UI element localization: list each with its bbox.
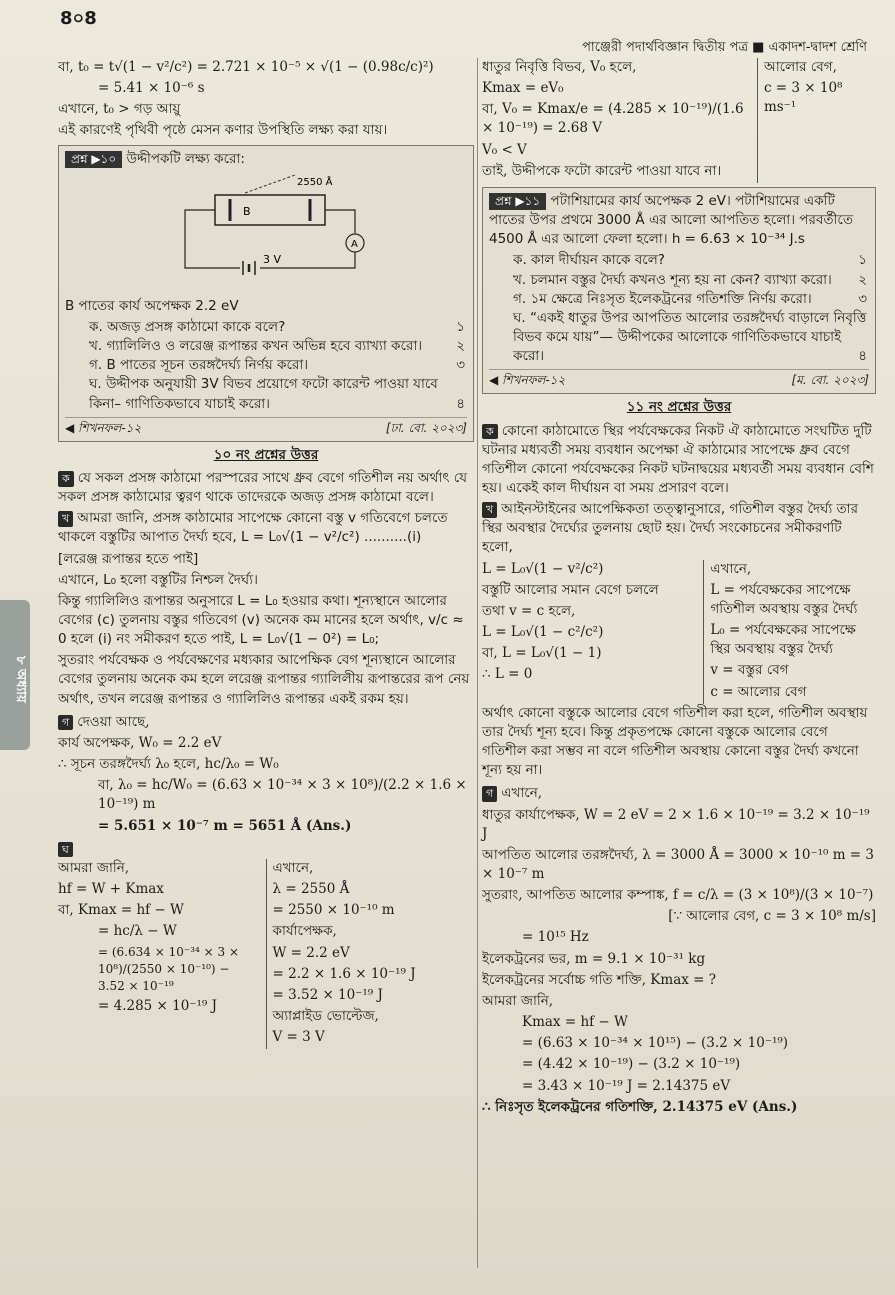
answer-line: [∵ আলোর বেগ, c = 3 × 10⁸ m/s] — [668, 908, 876, 925]
answer-line: এখানে, L₀ হলো বস্তুটির নিশ্চল দৈর্ঘ্য। — [58, 571, 258, 588]
answer-line: আমরা জানি, — [482, 992, 554, 1009]
item-label: খ. — [89, 338, 103, 355]
answer-line: V₀ < V — [482, 141, 527, 158]
continuation-right — [757, 58, 876, 183]
kha-tag: খ — [482, 502, 497, 518]
answer-line: বা, Kmax = hf − W — [58, 902, 184, 919]
item-mark: ২ — [858, 271, 867, 288]
gha-left — [58, 859, 260, 1049]
wire-left — [185, 210, 240, 268]
question-10-prompt: উদ্দীপকটি লক্ষ্য করো: — [126, 150, 245, 167]
wire-right-top — [325, 210, 355, 233]
answer-line: তাই, উদ্দীপকে ফটো কারেন্ট পাওয়া যাবে না। — [482, 162, 722, 179]
question-10-info: B পাতের কার্য অপেক্ষক 2.2 eV — [65, 297, 239, 314]
question-11-prompt: পটাশিয়ামের কার্য অপেক্ষক 2 eV। পটাশিয়ামের একটি পাতের উপর প্রথমে 3000 Å এর আলো আপতিত হলো। পরবর্তীতে 4500 Å এর আলো ফেলা হলো। h = 6.63 × 10⁻³⁴ J.s — [489, 192, 853, 248]
answer-line: = 3.43 × 10⁻¹⁹ J = 2.14375 eV — [522, 1077, 731, 1094]
page-header — [0, 0, 895, 38]
item-mark: ৪ — [858, 348, 867, 365]
ka-tag: ক — [482, 424, 498, 440]
intro-line: এখানে, t₀ > গড় আয়ু — [58, 101, 181, 118]
chapter-number: ৮ — [13, 655, 28, 665]
answer-line: ধাতুর নিবৃত্তি বিভব, V₀ হলে, — [482, 59, 637, 75]
answer-line: বা, L = L₀√(1 − 1) — [482, 645, 602, 662]
item-text: গ্যালিলিও ও লরেঞ্জ রূপান্তর কখন অভিন্ন হবে ব্যাখ্যা করো। — [106, 338, 423, 355]
answer-line: = 5.651 × 10⁻⁷ m = 5651 Å (Ans.) — [98, 817, 352, 834]
column-divider — [477, 58, 478, 1268]
question-11-item — [489, 271, 869, 290]
question-10-box — [58, 145, 474, 442]
ammeter-label: A — [351, 238, 358, 250]
answer-line: কার্যাপেক্ষক, — [272, 923, 337, 940]
item-mark: ৪ — [456, 395, 465, 412]
intro-line: = 5.41 × 10⁻⁶ s — [98, 80, 205, 97]
wavelength-label: 2550 Å — [297, 176, 333, 188]
answer-line: এখানে, — [501, 785, 543, 802]
question-11-item — [489, 251, 869, 270]
answer-ga — [482, 784, 876, 1117]
item-text: “একই ধাতুর উপর আপতিত আলোর তরঙ্গদৈর্ঘ্য বাড়ালে নিবৃত্তি বিভব কমে যায়”— উদ্দীপকের আলোকে গাণিতিকভাবে যাচাই করো। — [513, 309, 867, 365]
ga-tag: গ — [482, 786, 497, 802]
answer-line: সুতরাং, আপতিত আলোর কম্পাঙ্ক, f = c/λ = (3 × 10⁸)/(3 × 10⁻⁷) — [482, 887, 874, 904]
answer-text: আমরা জানি, প্রসঙ্গ কাঠামোর সাপেক্ষে কোনো বস্তু v গতিবেগে চলতে থাকলে বস্তুটির আপাত দৈর্ঘ্য হবে, L = L₀√(1 − v²/c²) ..........(i) — [58, 510, 448, 546]
item-label: ঘ. — [513, 309, 526, 326]
item-text: B পাতের সূচন তরঙ্গদৈর্ঘ্য নির্ণয় করো। — [106, 357, 309, 374]
answer-line: ∴ নিঃসৃত ইলেকট্রনের গতিশক্তি, 2.14375 eV (Ans.) — [482, 1098, 798, 1115]
answer-line: কার্য অপেক্ষক, W₀ = 2.2 eV — [58, 734, 222, 751]
answer-line: Kmax = hf − W — [522, 1014, 628, 1031]
question-10-item — [65, 356, 467, 375]
left-column — [58, 58, 474, 1049]
gha-right — [266, 859, 475, 1049]
kha-columns — [482, 560, 876, 704]
kha-left — [482, 560, 697, 704]
answer-ga — [58, 713, 474, 836]
question-10-footer — [65, 417, 467, 437]
answer-line: ইলেকট্রনের ভর, m = 9.1 × 10⁻³¹ kg — [482, 950, 706, 967]
question-11-footer — [489, 369, 869, 389]
intro-block — [58, 58, 474, 141]
item-label: গ. — [513, 290, 527, 307]
answer-line: L = L₀√(1 − v²/c²) — [482, 560, 604, 577]
answer-line: W = 2.2 eV — [272, 944, 350, 961]
answer-line: বা, λ₀ = hc/W₀ = (6.63 × 10⁻³⁴ × 3 × 10⁸)/(2.2 × 1.6 × 10⁻¹⁹) m — [98, 777, 467, 813]
board-reference: [ঢা. বো. ২০২৩] — [385, 420, 467, 435]
continuation-left — [482, 58, 751, 183]
question-11-tag: প্রশ্ন ▶১১ — [489, 193, 546, 210]
intro-line: বা, t₀ = t√(1 − v²/c²) = 2.721 × 10⁻⁵ × √(1 − (0.98c/c)²) — [58, 59, 434, 75]
answer-line: ∴ L = 0 — [482, 666, 533, 683]
light-ray — [245, 175, 295, 193]
question-11-item — [489, 290, 869, 309]
item-text: উদ্দীপক অনুযায়ী 3V বিভব প্রয়োগে ফটো কারেন্ট পাওয়া যাবে কিনা– গাণিতিকভাবে যাচাই করো। — [89, 376, 438, 412]
item-label: খ. — [513, 271, 527, 288]
item-mark: ৩ — [456, 357, 465, 374]
answer-11-title: ১১ নং প্রশ্নের উত্তর — [626, 399, 732, 416]
answer-text: যে সকল প্রসঙ্গ কাঠামো পরস্পরের সাথে ধ্রুব বেগে গতিশীল নয় অর্থাৎ যে সকল প্রসঙ্গ কাঠামোর ত্বরণ থাকে তাদেরকে অজড় প্রসঙ্গ কাঠামো বলে। — [58, 469, 468, 506]
battery-label: 3 V — [263, 252, 282, 266]
answer-line: v = বস্তুর বেগ — [710, 662, 789, 679]
answer-line: = 2550 × 10⁻¹⁰ m — [272, 902, 395, 919]
question-11-item — [489, 309, 869, 366]
question-10-tag: প্রশ্ন ▶১০ — [65, 151, 122, 168]
item-mark: ১ — [456, 318, 465, 335]
item-mark: ৩ — [858, 290, 867, 307]
answer-line: দেওয়া আছে, — [77, 713, 150, 730]
answer-line: = (4.42 × 10⁻¹⁹) − (3.2 × 10⁻¹⁹) — [522, 1056, 741, 1073]
learning-outcome: ◀ শিখনফল-১২ — [489, 373, 566, 388]
kha-right — [703, 560, 876, 704]
answer-line: L₀ = পর্যবেক্ষকের সাপেক্ষে স্থির অবস্থায় বস্তুর দৈর্ঘ্য — [710, 622, 856, 658]
answer-line: V = 3 V — [272, 1029, 325, 1046]
item-text: ১ম ক্ষেত্রে নিঃসৃত ইলেকট্রনের গতিশক্তি নির্ণয় করো। — [530, 290, 812, 307]
question-10-item — [65, 318, 467, 337]
continuation-block — [482, 58, 876, 183]
answer-line: = 4.285 × 10⁻¹⁹ J — [98, 997, 217, 1014]
plate-label: B — [243, 204, 251, 218]
answer-line: = 3.52 × 10⁻¹⁹ J — [272, 986, 383, 1003]
question-10-item — [65, 337, 467, 356]
answer-line: বা, V₀ = Kmax/e = (4.285 × 10⁻¹⁹)/(1.6 × 10⁻¹⁹) = 2.68 V — [482, 101, 744, 137]
answer-text: আইনস্টাইনের আপেক্ষিকতা তত্ত্বানুসারে, গতিশীল বস্তুর দৈর্ঘ্য তার স্থির অবস্থার দৈর্ঘ্যের তুলনায় ছোট হয়। দৈর্ঘ্য সংকোচনের সমীকরণটি হলো, — [482, 501, 859, 556]
answer-line: আপতিত আলোর তরঙ্গদৈর্ঘ্য, λ = 3000 Å = 3000 × 10⁻¹⁰ m = 3 × 10⁻⁷ m — [482, 846, 874, 882]
item-text: কাল দীর্ঘায়ন কাকে বলে? — [531, 252, 665, 269]
answer-10-title: ১০ নং প্রশ্নের উত্তর — [213, 446, 319, 463]
answer-ka — [482, 422, 876, 499]
answer-line: ইলেকট্রনের সর্বোচ্চ গতি শক্তি, Kmax = ? — [482, 971, 716, 988]
item-mark: ১ — [858, 252, 867, 269]
board-reference: [ম. বো. ২০২৩] — [791, 373, 869, 388]
gha-columns — [58, 859, 474, 1049]
answer-kha — [482, 500, 876, 557]
learning-outcome: ◀ শিখনফল-১২ — [65, 420, 142, 435]
answer-line: c = 3 × 10⁸ ms⁻¹ — [763, 80, 843, 116]
running-head: পাঞ্জেরী পদার্থবিজ্ঞান দ্বিতীয় পত্র ■ একাদশ-দ্বাদশ শ্রেণি — [582, 40, 867, 55]
answer-line: এখানে, — [710, 560, 752, 577]
ka-tag: ক — [58, 471, 74, 487]
answer-line: কিন্তু গ্যালিলিও রূপান্তর অনুসারে L = L₀ হওয়ার কথা। শূন্যস্থানে আলোর বেগের (c) তুলনায় বস্তুর গতিবেগ (v) অনেক কম মানের হলে অর্থাৎ, v/c ≈ 0 হলে (i) নং সমীকরণ হতে পাই, L = L₀√(1 − 0²) = L₀; — [58, 592, 464, 648]
intro-line: এই কারণেই পৃথিবী পৃষ্ঠে মেসন কণার উপস্থিতি লক্ষ্য করা যায়। — [58, 122, 388, 139]
answer-line: = (6.634 × 10⁻³⁴ × 3 × 10⁸)/(2550 × 10⁻¹⁰) − 3.52 × 10⁻¹⁹ — [98, 944, 239, 993]
answer-line: ∴ সূচন তরঙ্গদৈর্ঘ্য λ₀ হলে, hc/λ₀ = W₀ — [58, 756, 279, 773]
answer-line: এখানে, — [272, 859, 314, 876]
item-label: ঘ. — [89, 376, 102, 393]
answer-line: আলোর বেগ, — [763, 59, 837, 75]
kha-tag: খ — [58, 511, 73, 527]
chapter-label: অধ্যায় — [13, 668, 28, 703]
item-label: ক. — [89, 318, 103, 335]
answer-line: আমরা জানি, — [58, 859, 130, 876]
answer-line: তথা v = c হলে, — [482, 602, 576, 619]
ga-tag: গ — [58, 715, 73, 731]
chapter-side-tab — [0, 600, 30, 750]
circuit-diagram — [65, 173, 467, 293]
page-number: 8০8 — [60, 8, 97, 29]
answer-line: λ = 2550 Å — [272, 881, 350, 898]
answer-line: Kmax = eV₀ — [482, 80, 564, 97]
item-mark: ২ — [456, 338, 465, 355]
answer-gha — [58, 840, 474, 1050]
answer-line: অ্যাপ্লাইড ভোল্টেজ, — [272, 1007, 379, 1024]
item-text: চলমান বস্তুর দৈর্ঘ্য কখনও শূন্য হয় না কেন? ব্যাখ্যা করো। — [530, 271, 832, 288]
answer-line: hf = W + Kmax — [58, 881, 164, 898]
answer-ka — [58, 469, 474, 507]
question-10-item — [65, 375, 467, 413]
answer-line: ধাতুর কার্যাপেক্ষক, W = 2 eV = 2 × 1.6 × 10⁻¹⁹ = 3.2 × 10⁻¹⁹ J — [482, 806, 870, 842]
answer-line: = 10¹⁵ Hz — [522, 929, 589, 946]
item-label: ক. — [513, 252, 527, 269]
item-label: গ. — [89, 357, 103, 374]
answer-line: c = আলোর বেগ — [710, 683, 807, 700]
question-11-box — [482, 187, 876, 394]
answer-line: অর্থাৎ কোনো বস্তুকে আলোর বেগে গতিশীল করা হলে, গতিশীল অবস্থায় তার দৈর্ঘ্য শূন্য হবে। কিন্তু প্রকৃতপক্ষে কোনো বস্তুকে আলোর বেগে গতিশীল করা সম্ভব না বলে গতিশীল অবস্থায় কোনো বস্তুর দৈর্ঘ্য কখনো শূন্য হয় না। — [482, 704, 868, 779]
answer-line: = hc/λ − W — [98, 923, 177, 940]
answer-text: কোনো কাঠামোতে স্থির পর্যবেক্ষকের নিকট ঐ কাঠামোতে সংঘটিত দুটি ঘটনার মধ্যবর্তী সময় ব্যবধান অপেক্ষা ঐ কাঠামোর সাপেক্ষে ধ্রুব বেগে গতিশীল কোনো পর্যবেক্ষকের নিকট ঘটনাদ্বয়ের মধ্যবর্তী সময় ব্যবধান বেশি হয়। একেই কাল দীর্ঘায়ন বা সময় প্রসারণ বলে। — [482, 422, 874, 496]
answer-line: সুতরাং পর্যবেক্ষক ও পর্যবেক্ষণের মধ্যকার আপেক্ষিক বেগ শূন্যস্থানে আলোর বেগের তুলনায় অনেক কম হলে লরেঞ্জ রূপান্তর গ্যালিলীয় রূপান্তরের রূপ নেয় অর্থাৎ, তখন লরেঞ্জ রূপান্তর ও গ্যালিলিও রূপান্তর একই রকম হয়। — [58, 652, 470, 707]
answer-line: L = পর্যবেক্ষকের সাপেক্ষে গতিশীল অবস্থায় বস্তুর দৈর্ঘ্য — [710, 581, 858, 617]
answer-kha — [58, 509, 474, 547]
answer-line: = 2.2 × 1.6 × 10⁻¹⁹ J — [272, 965, 416, 982]
answer-line: বস্তুটি আলোর সমান বেগে চললে — [482, 581, 659, 598]
item-text: অজড় প্রসঙ্গ কাঠামো কাকে বলে? — [107, 318, 286, 335]
answer-line: [লরেঞ্জ রূপান্তর হতে পাই] — [58, 550, 199, 567]
right-column — [482, 58, 876, 1119]
answer-line: = (6.63 × 10⁻³⁴ × 10¹⁵) − (3.2 × 10⁻¹⁹) — [522, 1035, 789, 1052]
answer-line: L = L₀√(1 − c²/c²) — [482, 624, 604, 641]
gha-tag: ঘ — [58, 842, 73, 858]
